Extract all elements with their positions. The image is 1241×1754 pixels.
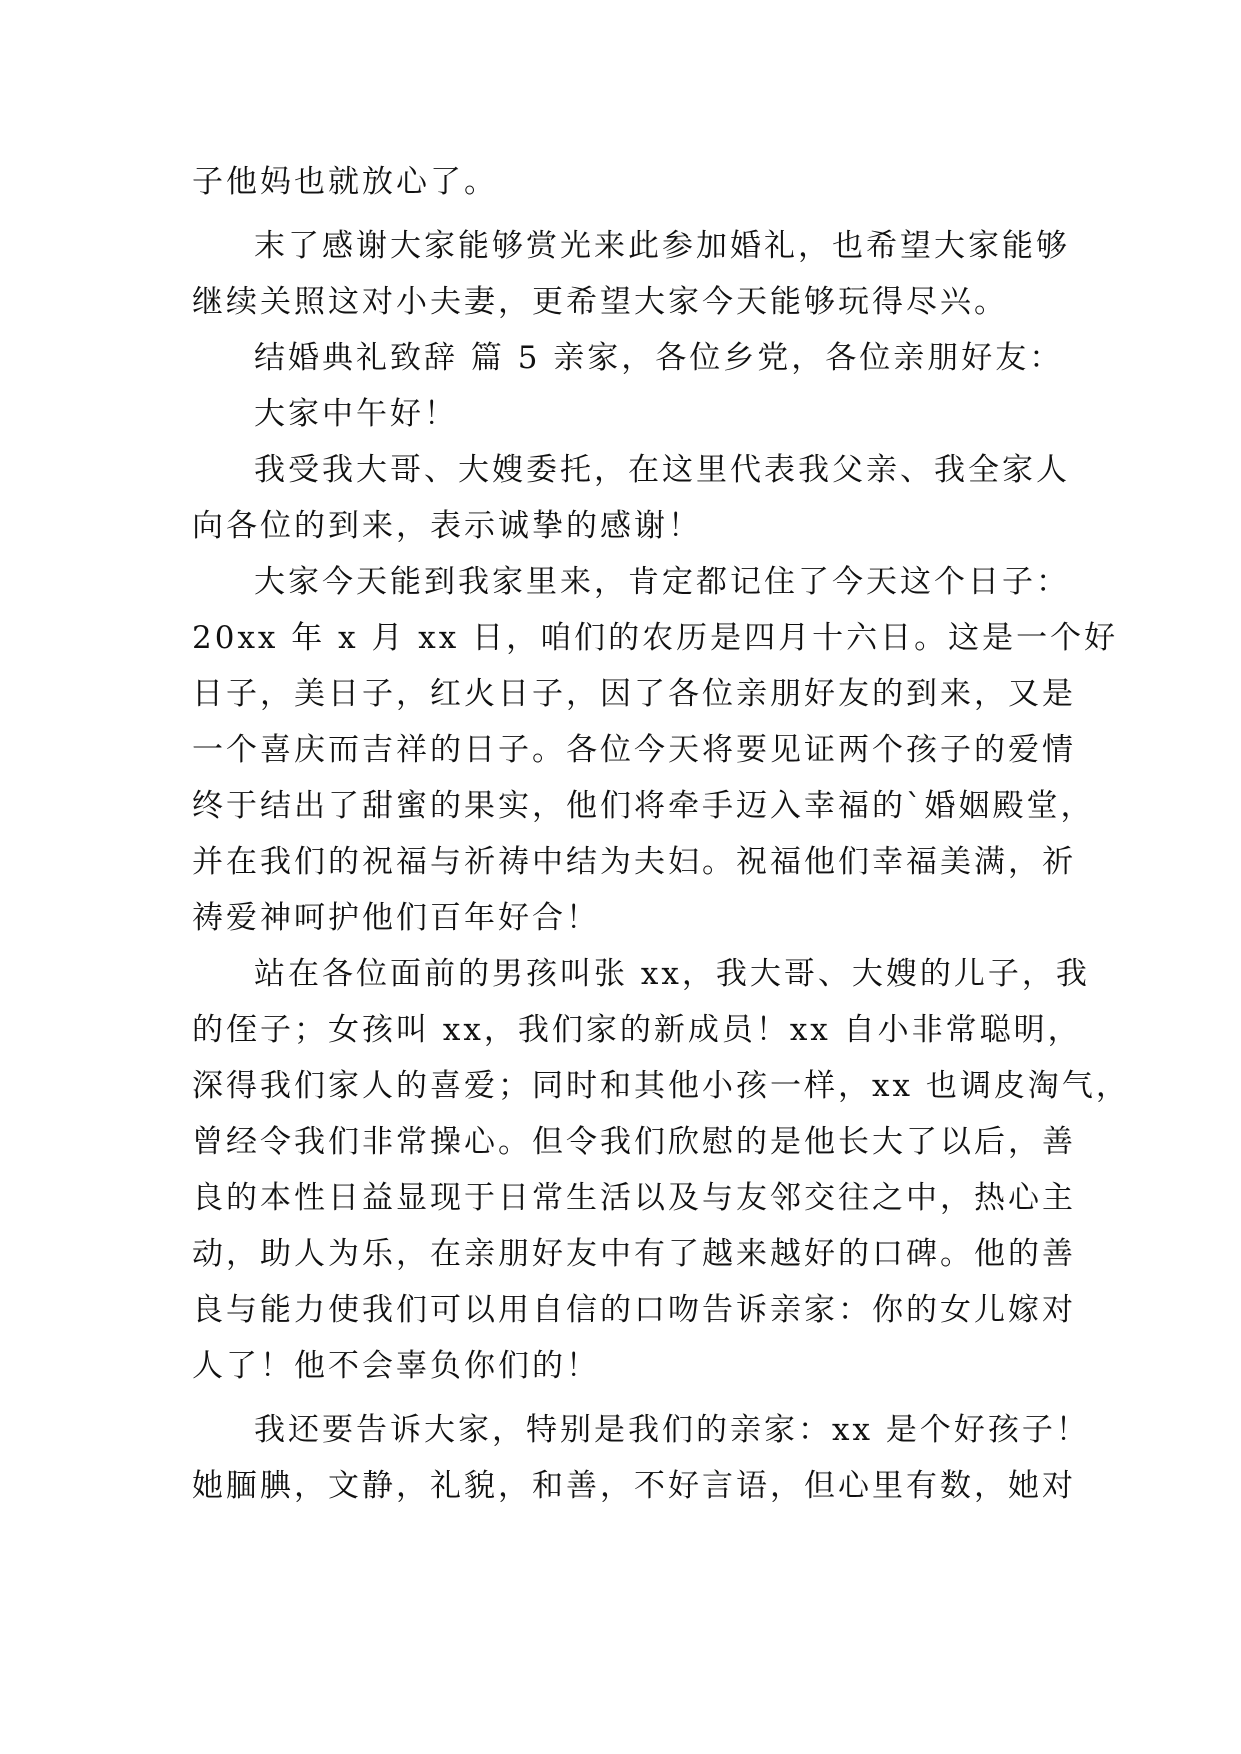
text-line: 曾经令我们非常操心。但令我们欣慰的是他长大了以后，善 <box>192 1124 1076 1160</box>
text-line: 祷爱神呵护他们百年好合！ <box>192 900 600 936</box>
text-line: 的侄子；女孩叫 xx，我们家的新成员！xx 自小非常聪明， <box>192 1012 1082 1048</box>
text-line: 大家今天能到我家里来，肯定都记住了今天这个日子： <box>254 564 1070 600</box>
text-line: 深得我们家人的喜爱；同时和其他小孩一样，xx 也调皮淘气， <box>192 1068 1130 1104</box>
text-line: 站在各位面前的男孩叫张 xx，我大哥、大嫂的儿子，我 <box>254 956 1090 992</box>
text-line: 一个喜庆而吉祥的日子。各位今天将要见证两个孩子的爱情 <box>192 732 1076 768</box>
text-line: 大家中午好！ <box>254 396 458 432</box>
text-line: 良与能力使我们可以用自信的口吻告诉亲家：你的女儿嫁对 <box>192 1292 1076 1328</box>
text-line: 日子，美日子，红火日子，因了各位亲朋好友的到来，又是 <box>192 676 1076 712</box>
text-line: 并在我们的祝福与祈祷中结为夫妇。祝福他们幸福美满，祈 <box>192 844 1076 880</box>
text-line: 我受我大哥、大嫂委托，在这里代表我父亲、我全家人 <box>254 452 1070 488</box>
text-line: 动，助人为乐，在亲朋好友中有了越来越好的口碑。他的善 <box>192 1236 1076 1272</box>
text-line: 人了！他不会辜负你们的！ <box>192 1348 600 1384</box>
text-line: 终于结出了甜蜜的果实，他们将牵手迈入幸福的`婚姻殿堂， <box>192 788 1095 824</box>
text-line: 良的本性日益显现于日常生活以及与友邻交往之中，热心主 <box>192 1180 1076 1216</box>
text-line: 她腼腆，文静，礼貌，和善，不好言语，但心里有数，她对 <box>192 1468 1076 1504</box>
text-line: 向各位的到来，表示诚挚的感谢！ <box>192 508 702 544</box>
text-line: 末了感谢大家能够赏光来此参加婚礼，也希望大家能够 <box>254 228 1070 264</box>
section-heading-line: 结婚典礼致辞 篇 5 亲家，各位乡党，各位亲朋好友： <box>254 340 1064 376</box>
text-line: 子他妈也就放心了。 <box>192 164 498 200</box>
text-line: 我还要告诉大家，特别是我们的亲家：xx 是个好孩子！ <box>254 1412 1090 1448</box>
text-line: 20xx 年 x 月 xx 日，咱们的农历是四月十六日。这是一个好 <box>192 620 1119 656</box>
text-line: 继续关照这对小夫妻，更希望大家今天能够玩得尽兴。 <box>192 284 1008 320</box>
